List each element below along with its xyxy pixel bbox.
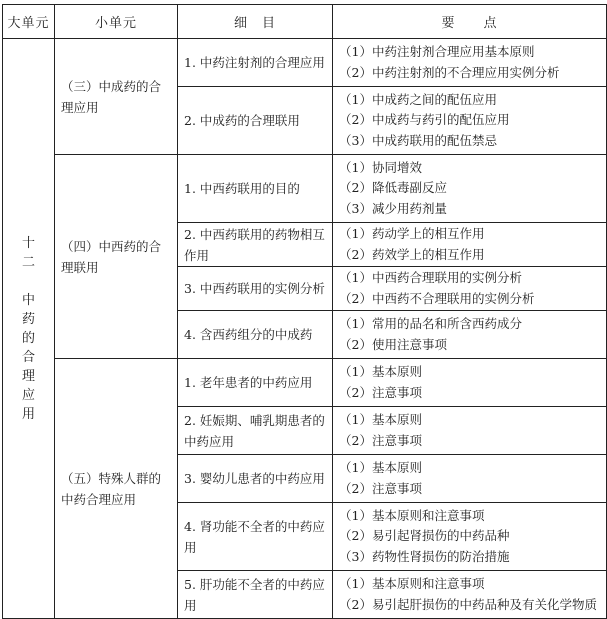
syllabus-table-container bbox=[2, 4, 606, 619]
detail-cell: 3. 婴幼儿患者的中药应用 bbox=[178, 455, 333, 503]
points-cell bbox=[333, 39, 607, 87]
point-item: （1）基本原则 bbox=[339, 460, 422, 475]
syllabus-table bbox=[2, 4, 607, 619]
points-cell bbox=[333, 359, 607, 407]
table-row bbox=[3, 39, 607, 87]
point-item: （1）协同增效 bbox=[339, 159, 422, 175]
points-cell bbox=[333, 87, 607, 155]
detail-cell: 2. 中西药联用的药物相互作用 bbox=[178, 223, 333, 267]
subunit-cell: （三）中成药的合理应用 bbox=[55, 39, 178, 155]
points-cell bbox=[333, 267, 607, 311]
point-item: （1）常用的品名和所含西药成分 bbox=[339, 316, 522, 331]
points-cell bbox=[333, 155, 607, 223]
point-item: （1）中西药合理联用的实例分析 bbox=[339, 270, 522, 285]
points-cell bbox=[333, 571, 607, 619]
point-item: （2）易引起肝损伤的中药品种及有关化学物质 bbox=[339, 596, 597, 612]
points-cell bbox=[333, 223, 607, 267]
point-item: （1）基本原则和注意事项 bbox=[339, 576, 485, 591]
detail-cell: 1. 中药注射剂的合理应用 bbox=[178, 39, 333, 87]
detail-cell: 5. 肝功能不全者的中药应用 bbox=[178, 571, 333, 619]
point-item: （3）中成药联用的配伍禁忌 bbox=[339, 132, 497, 148]
points-cell bbox=[333, 407, 607, 455]
subunit-cell: （五）特殊人群的中药合理应用 bbox=[55, 359, 178, 619]
point-item: （2）注意事项 bbox=[339, 480, 422, 496]
detail-cell: 4. 肾功能不全者的中药应用 bbox=[178, 503, 333, 571]
header-subunit: 小单元 bbox=[55, 5, 178, 39]
header-points: 要 点 bbox=[333, 5, 607, 39]
table-row bbox=[3, 155, 607, 223]
big-unit-cell bbox=[3, 39, 55, 619]
detail-cell: 2. 妊娠期、哺乳期患者的中药应用 bbox=[178, 407, 333, 455]
point-item: （3）减少用药剂量 bbox=[339, 200, 447, 216]
table-body bbox=[3, 39, 607, 619]
point-item: （2）易引起肾损伤的中药品种 bbox=[339, 528, 510, 544]
point-item: （2）药效学上的相互作用 bbox=[339, 246, 485, 262]
point-item: （2）中西药不合理联用的实例分析 bbox=[339, 290, 535, 306]
point-item: （1）中成药之间的配伍应用 bbox=[339, 91, 497, 107]
detail-cell: 4. 含西药组分的中成药 bbox=[178, 311, 333, 359]
subunit-cell: （四）中西药的合理联用 bbox=[55, 155, 178, 359]
points-cell bbox=[333, 311, 607, 359]
point-item: （2）中成药与药引的配伍应用 bbox=[339, 112, 510, 128]
points-cell bbox=[333, 503, 607, 571]
point-item: （1）药动学上的相互作用 bbox=[339, 226, 485, 241]
point-item: （2）中药注射剂的不合理应用实例分析 bbox=[339, 64, 560, 80]
detail-cell: 1. 中西药联用的目的 bbox=[178, 155, 333, 223]
point-item: （1）基本原则 bbox=[339, 364, 422, 379]
big-unit-label: 十 二 中 药 的 合 理 应 用 bbox=[21, 235, 35, 422]
point-item: （2）使用注意事项 bbox=[339, 336, 447, 352]
point-item: （1）基本原则 bbox=[339, 412, 422, 427]
detail-cell: 1. 老年患者的中药应用 bbox=[178, 359, 333, 407]
detail-cell: 3. 中西药联用的实例分析 bbox=[178, 267, 333, 311]
header-detail: 细 目 bbox=[178, 5, 333, 39]
table-row bbox=[3, 359, 607, 407]
header-unit: 大单元 bbox=[3, 5, 55, 39]
detail-cell: 2. 中成药的合理联用 bbox=[178, 87, 333, 155]
points-cell bbox=[333, 455, 607, 503]
point-item: （1）基本原则和注意事项 bbox=[339, 507, 485, 523]
header-row bbox=[3, 5, 607, 39]
point-item: （3）药物性肾损伤的防治措施 bbox=[339, 548, 510, 564]
point-item: （2）注意事项 bbox=[339, 432, 422, 448]
point-item: （1）中药注射剂合理应用基本原则 bbox=[339, 44, 535, 59]
point-item: （2）注意事项 bbox=[339, 384, 422, 400]
point-item: （2）降低毒副反应 bbox=[339, 180, 447, 196]
